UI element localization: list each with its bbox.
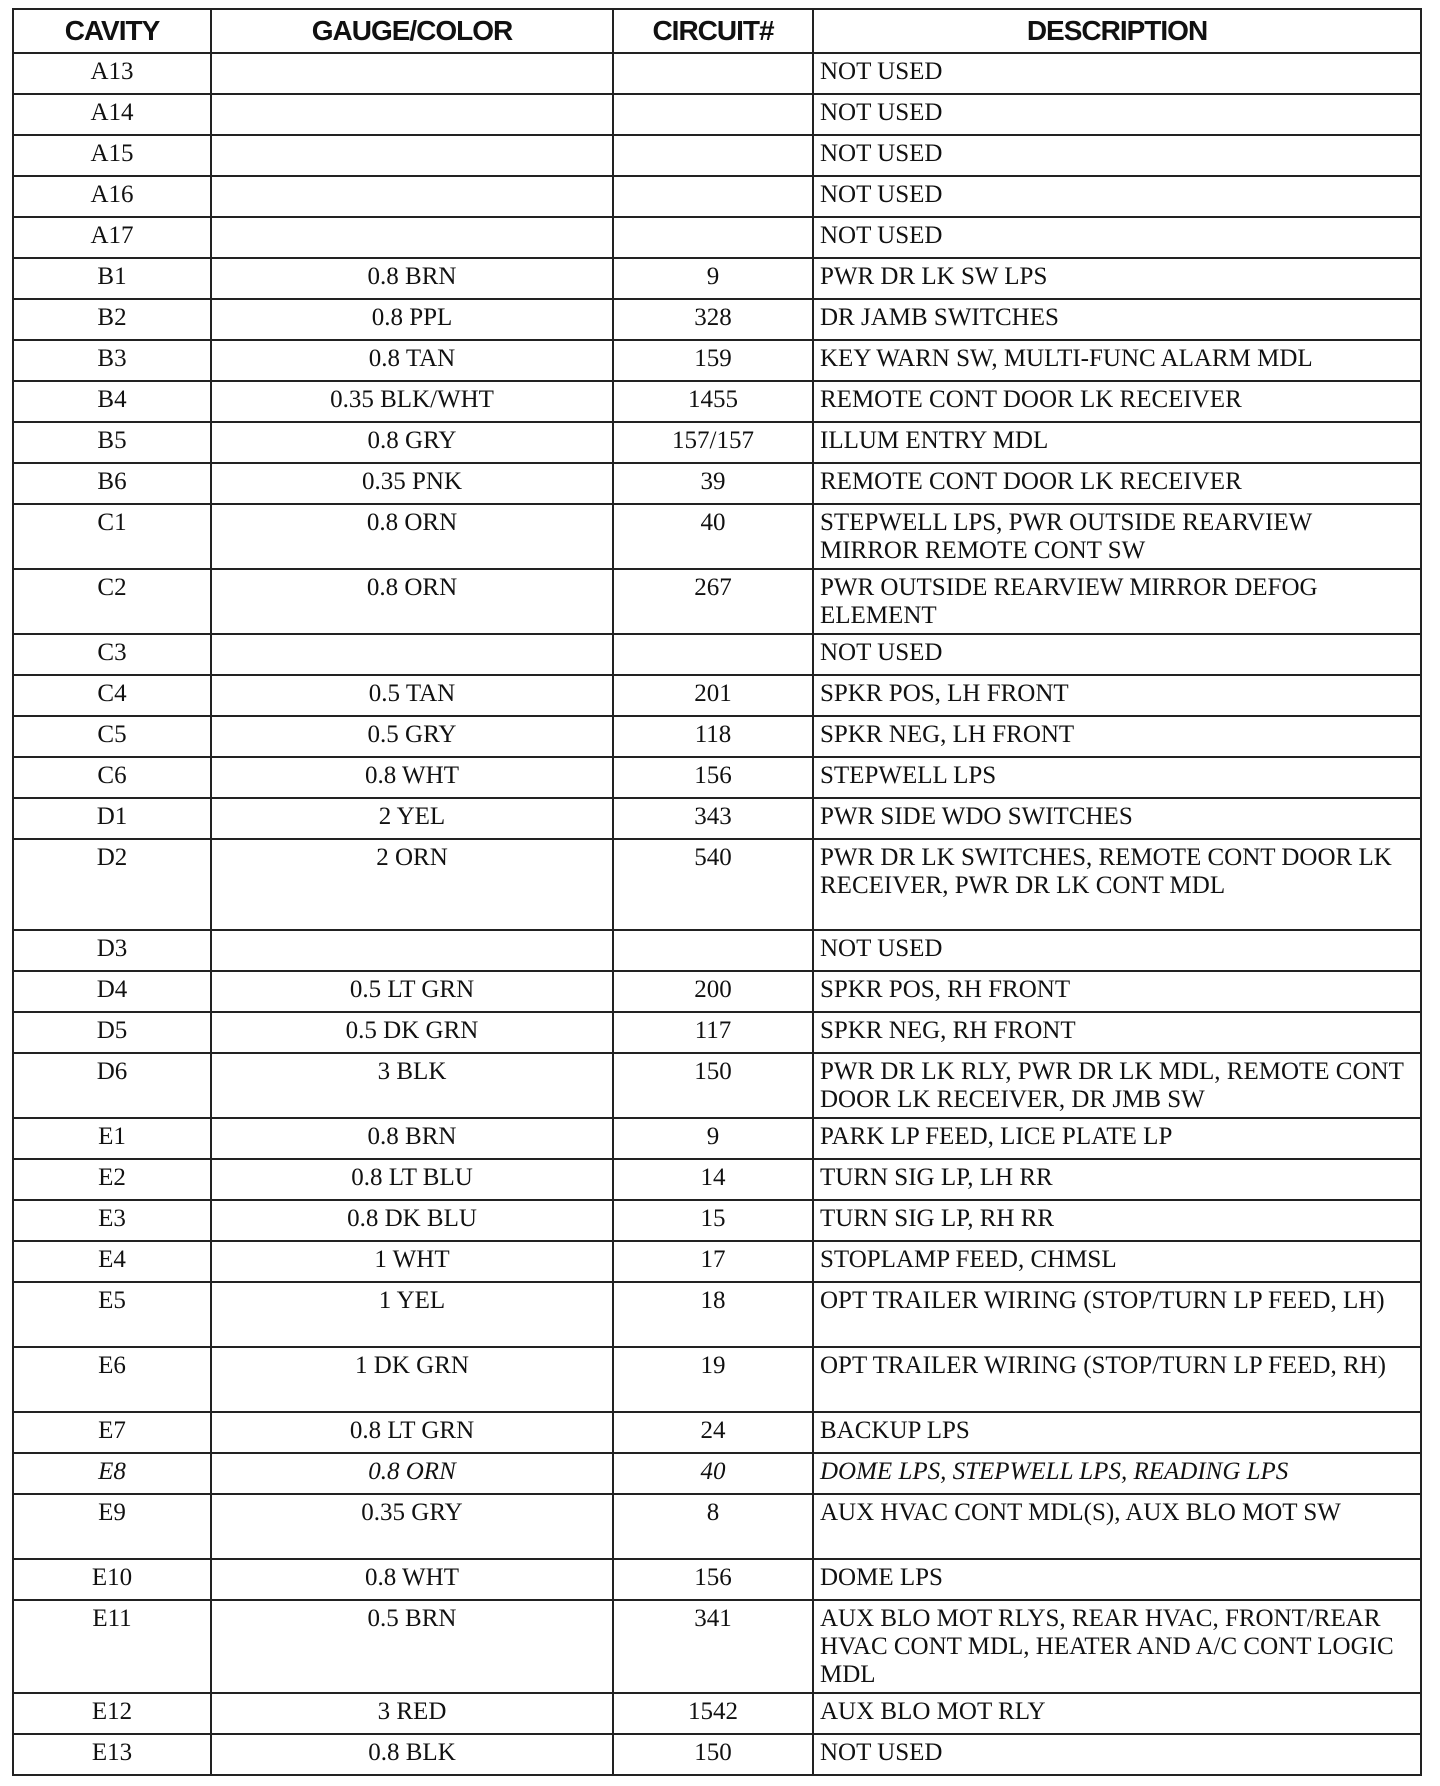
circuit-cell	[613, 176, 813, 217]
cavity-cell: E11	[13, 1600, 211, 1693]
description-cell: PARK LP FEED, LICE PLATE LP	[813, 1118, 1421, 1159]
table-row	[13, 569, 1421, 634]
cavity-cell: E10	[13, 1559, 211, 1600]
table-row	[13, 757, 1421, 798]
gauge-color-cell: 0.35 PNK	[211, 463, 613, 504]
cavity-cell: C6	[13, 757, 211, 798]
gauge-color-cell: 0.8 WHT	[211, 1559, 613, 1600]
circuit-cell: 328	[613, 299, 813, 340]
gauge-color-cell: 0.8 ORN	[211, 504, 613, 569]
gauge-color-cell	[211, 634, 613, 675]
gauge-color-cell	[211, 217, 613, 258]
table-row	[13, 53, 1421, 94]
cavity-cell: B5	[13, 422, 211, 463]
cavity-cell: D4	[13, 971, 211, 1012]
cavity-cell: E7	[13, 1412, 211, 1453]
table-row	[13, 1453, 1421, 1494]
cavity-cell: B2	[13, 299, 211, 340]
cavity-cell: D1	[13, 798, 211, 839]
gauge-color-cell: 0.5 GRY	[211, 716, 613, 757]
description-cell: BACKUP LPS	[813, 1412, 1421, 1453]
gauge-color-cell: 0.8 PPL	[211, 299, 613, 340]
circuit-cell: 1542	[613, 1693, 813, 1734]
cavity-cell: B4	[13, 381, 211, 422]
cavity-cell: A14	[13, 94, 211, 135]
description-cell: KEY WARN SW, MULTI-FUNC ALARM MDL	[813, 340, 1421, 381]
description-cell: DOME LPS, STEPWELL LPS, READING LPS	[813, 1453, 1421, 1494]
table-row	[13, 176, 1421, 217]
gauge-color-cell: 2 ORN	[211, 839, 613, 930]
description-cell: PWR SIDE WDO SWITCHES	[813, 798, 1421, 839]
cavity-wiring-table	[12, 8, 1422, 1776]
description-cell: REMOTE CONT DOOR LK RECEIVER	[813, 463, 1421, 504]
gauge-color-cell: 0.8 LT GRN	[211, 1412, 613, 1453]
table-header	[13, 9, 1421, 53]
description-cell: DR JAMB SWITCHES	[813, 299, 1421, 340]
circuit-cell: 9	[613, 258, 813, 299]
description-cell: ILLUM ENTRY MDL	[813, 422, 1421, 463]
circuit-cell: 117	[613, 1012, 813, 1053]
table-row	[13, 1734, 1421, 1775]
gauge-color-cell: 3 BLK	[211, 1053, 613, 1118]
cavity-cell: C1	[13, 504, 211, 569]
gauge-color-cell: 0.5 TAN	[211, 675, 613, 716]
gauge-color-cell: 0.8 WHT	[211, 757, 613, 798]
gauge-color-cell: 1 DK GRN	[211, 1347, 613, 1412]
gauge-color-cell	[211, 94, 613, 135]
table-row	[13, 716, 1421, 757]
description-cell: STEPWELL LPS, PWR OUTSIDE REARVIEW MIRROR REMOTE CONT SW	[813, 504, 1421, 569]
table-row	[13, 258, 1421, 299]
table-row	[13, 1494, 1421, 1559]
circuit-cell: 156	[613, 1559, 813, 1600]
description-cell: NOT USED	[813, 1734, 1421, 1775]
description-cell: PWR OUTSIDE REARVIEW MIRROR DEFOG ELEMENT	[813, 569, 1421, 634]
header-row	[13, 9, 1421, 53]
cavity-cell: E4	[13, 1241, 211, 1282]
gauge-color-cell: 0.35 BLK/WHT	[211, 381, 613, 422]
circuit-cell	[613, 634, 813, 675]
table-row	[13, 1347, 1421, 1412]
gauge-color-cell: 0.5 DK GRN	[211, 1012, 613, 1053]
description-cell: NOT USED	[813, 53, 1421, 94]
description-cell: AUX BLO MOT RLYS, REAR HVAC, FRONT/REAR HVAC CONT MDL, HEATER AND A/C CONT LOGIC MDL	[813, 1600, 1421, 1693]
circuit-cell	[613, 135, 813, 176]
cavity-cell: B3	[13, 340, 211, 381]
cavity-cell: A17	[13, 217, 211, 258]
table-row	[13, 1200, 1421, 1241]
description-cell: NOT USED	[813, 176, 1421, 217]
description-cell: SPKR POS, LH FRONT	[813, 675, 1421, 716]
description-cell: STOPLAMP FEED, CHMSL	[813, 1241, 1421, 1282]
cavity-cell: D2	[13, 839, 211, 930]
table-row	[13, 381, 1421, 422]
table-row	[13, 930, 1421, 971]
gauge-color-cell: 0.8 TAN	[211, 340, 613, 381]
circuit-cell: 39	[613, 463, 813, 504]
circuit-cell: 201	[613, 675, 813, 716]
description-cell: PWR DR LK SW LPS	[813, 258, 1421, 299]
table-row	[13, 422, 1421, 463]
circuit-cell: 18	[613, 1282, 813, 1347]
table-row	[13, 1241, 1421, 1282]
circuit-cell: 159	[613, 340, 813, 381]
table-row	[13, 971, 1421, 1012]
table-row	[13, 340, 1421, 381]
description-cell: TURN SIG LP, RH RR	[813, 1200, 1421, 1241]
cavity-cell: E12	[13, 1693, 211, 1734]
description-cell: SPKR POS, RH FRONT	[813, 971, 1421, 1012]
table-row	[13, 94, 1421, 135]
cavity-cell: A16	[13, 176, 211, 217]
gauge-color-cell	[211, 53, 613, 94]
circuit-cell: 267	[613, 569, 813, 634]
circuit-cell: 40	[613, 504, 813, 569]
description-cell: OPT TRAILER WIRING (STOP/TURN LP FEED, RH)	[813, 1347, 1421, 1412]
table-body	[13, 53, 1421, 1775]
gauge-color-cell: 0.8 DK BLU	[211, 1200, 613, 1241]
table-row	[13, 1159, 1421, 1200]
cavity-cell: E8	[13, 1453, 211, 1494]
circuit-cell: 156	[613, 757, 813, 798]
circuit-cell: 1455	[613, 381, 813, 422]
gauge-color-cell: 0.5 BRN	[211, 1600, 613, 1693]
description-cell: AUX BLO MOT RLY	[813, 1693, 1421, 1734]
description-cell: PWR DR LK RLY, PWR DR LK MDL, REMOTE CONT DOOR LK RECEIVER, DR JMB SW	[813, 1053, 1421, 1118]
cavity-cell: C3	[13, 634, 211, 675]
gauge-color-cell	[211, 176, 613, 217]
description-cell: AUX HVAC CONT MDL(S), AUX BLO MOT SW	[813, 1494, 1421, 1559]
circuit-cell: 200	[613, 971, 813, 1012]
table-row	[13, 839, 1421, 930]
table-row	[13, 1118, 1421, 1159]
gauge-color-cell: 0.8 BLK	[211, 1734, 613, 1775]
circuit-cell: 540	[613, 839, 813, 930]
gauge-color-cell: 1 WHT	[211, 1241, 613, 1282]
circuit-cell	[613, 94, 813, 135]
description-cell: NOT USED	[813, 217, 1421, 258]
header-gauge-color: GAUGE/COLOR	[211, 9, 613, 53]
table-row	[13, 1012, 1421, 1053]
circuit-cell: 19	[613, 1347, 813, 1412]
cavity-cell: E3	[13, 1200, 211, 1241]
description-cell: NOT USED	[813, 135, 1421, 176]
circuit-cell: 150	[613, 1734, 813, 1775]
circuit-cell	[613, 53, 813, 94]
table-row	[13, 675, 1421, 716]
gauge-color-cell: 0.8 LT BLU	[211, 1159, 613, 1200]
circuit-cell: 15	[613, 1200, 813, 1241]
cavity-cell: D3	[13, 930, 211, 971]
table-row	[13, 1282, 1421, 1347]
table-row	[13, 634, 1421, 675]
gauge-color-cell: 0.8 BRN	[211, 1118, 613, 1159]
cavity-cell: B1	[13, 258, 211, 299]
cavity-cell: E9	[13, 1494, 211, 1559]
description-cell: SPKR NEG, LH FRONT	[813, 716, 1421, 757]
description-cell: REMOTE CONT DOOR LK RECEIVER	[813, 381, 1421, 422]
table-row	[13, 1600, 1421, 1693]
table-row	[13, 299, 1421, 340]
circuit-cell: 40	[613, 1453, 813, 1494]
cavity-cell: D5	[13, 1012, 211, 1053]
gauge-color-cell: 0.8 ORN	[211, 569, 613, 634]
description-cell: OPT TRAILER WIRING (STOP/TURN LP FEED, LH)	[813, 1282, 1421, 1347]
gauge-color-cell: 0.8 BRN	[211, 258, 613, 299]
gauge-color-cell	[211, 135, 613, 176]
table-row	[13, 135, 1421, 176]
circuit-cell	[613, 930, 813, 971]
gauge-color-cell: 0.5 LT GRN	[211, 971, 613, 1012]
cavity-cell: E6	[13, 1347, 211, 1412]
gauge-color-cell: 0.8 GRY	[211, 422, 613, 463]
gauge-color-cell	[211, 930, 613, 971]
gauge-color-cell: 3 RED	[211, 1693, 613, 1734]
circuit-cell: 343	[613, 798, 813, 839]
table-row	[13, 463, 1421, 504]
circuit-cell: 17	[613, 1241, 813, 1282]
header-circuit: CIRCUIT#	[613, 9, 813, 53]
cavity-cell: A13	[13, 53, 211, 94]
connector-table-sheet	[12, 8, 1420, 1776]
table-row	[13, 217, 1421, 258]
circuit-cell: 24	[613, 1412, 813, 1453]
cavity-cell: E5	[13, 1282, 211, 1347]
gauge-color-cell: 0.35 GRY	[211, 1494, 613, 1559]
gauge-color-cell: 1 YEL	[211, 1282, 613, 1347]
circuit-cell: 118	[613, 716, 813, 757]
description-cell: NOT USED	[813, 930, 1421, 971]
description-cell: DOME LPS	[813, 1559, 1421, 1600]
cavity-cell: C4	[13, 675, 211, 716]
cavity-cell: A15	[13, 135, 211, 176]
description-cell: PWR DR LK SWITCHES, REMOTE CONT DOOR LK RECEIVER, PWR DR LK CONT MDL	[813, 839, 1421, 930]
cavity-cell: B6	[13, 463, 211, 504]
gauge-color-cell: 2 YEL	[211, 798, 613, 839]
cavity-cell: C2	[13, 569, 211, 634]
table-row	[13, 1693, 1421, 1734]
cavity-cell: E1	[13, 1118, 211, 1159]
circuit-cell: 9	[613, 1118, 813, 1159]
description-cell: NOT USED	[813, 634, 1421, 675]
table-row	[13, 798, 1421, 839]
circuit-cell: 14	[613, 1159, 813, 1200]
description-cell: TURN SIG LP, LH RR	[813, 1159, 1421, 1200]
cavity-cell: D6	[13, 1053, 211, 1118]
gauge-color-cell: 0.8 ORN	[211, 1453, 613, 1494]
circuit-cell: 150	[613, 1053, 813, 1118]
circuit-cell: 341	[613, 1600, 813, 1693]
table-row	[13, 1559, 1421, 1600]
circuit-cell: 8	[613, 1494, 813, 1559]
description-cell: STEPWELL LPS	[813, 757, 1421, 798]
table-row	[13, 1412, 1421, 1453]
cavity-cell: E2	[13, 1159, 211, 1200]
circuit-cell: 157/157	[613, 422, 813, 463]
description-cell: NOT USED	[813, 94, 1421, 135]
cavity-cell: E13	[13, 1734, 211, 1775]
circuit-cell	[613, 217, 813, 258]
cavity-cell: C5	[13, 716, 211, 757]
table-row	[13, 504, 1421, 569]
header-cavity: CAVITY	[13, 9, 211, 53]
table-row	[13, 1053, 1421, 1118]
description-cell: SPKR NEG, RH FRONT	[813, 1012, 1421, 1053]
header-description: DESCRIPTION	[813, 9, 1421, 53]
